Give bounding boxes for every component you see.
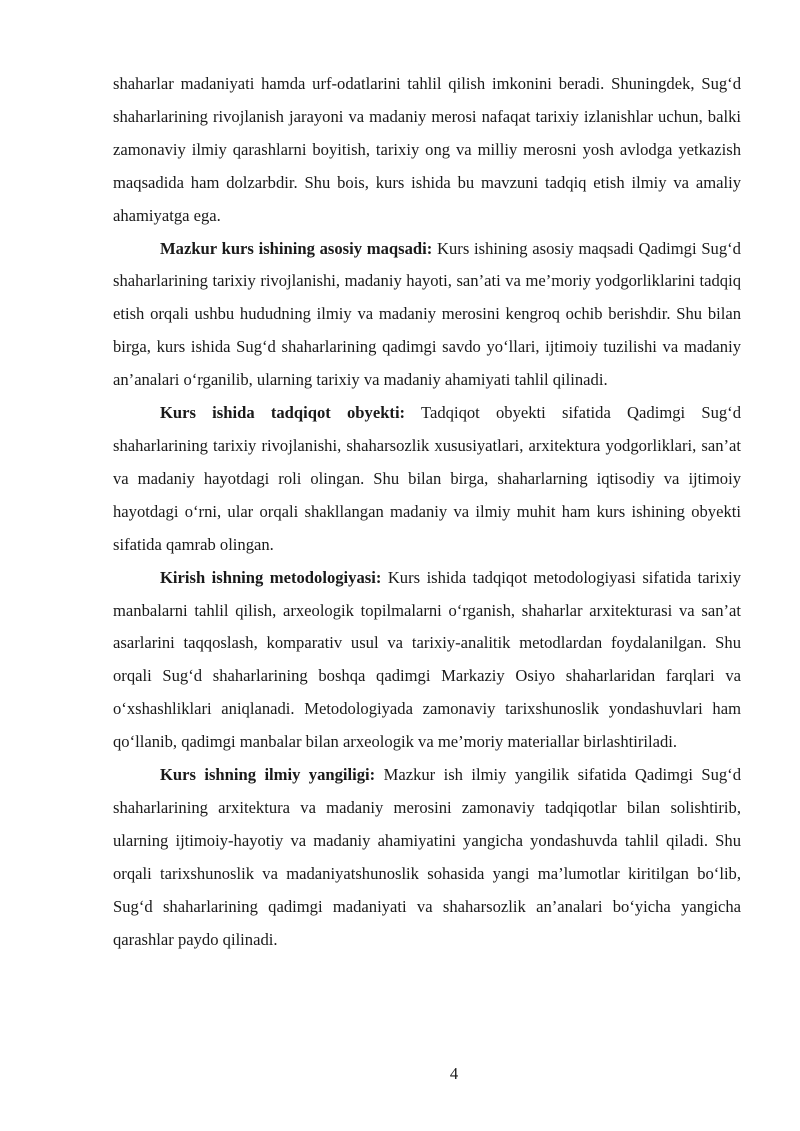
paragraph-text: Tadqiqot obyekti sifatida Qadimgi Sug‘d shaharlarining tarixiy rivojlanishi, shaharsozlik xususiyatlari, arxitektura yodgorliklari, san’at va madaniy hayotdagi roli olingan. Shu bilan birga, shaharlarning iqtisodiy va ijtimoiy hayotdagi o‘rni, ular orqali shakllangan madaniy va ilmiy muhit ham kurs ishining obyekti sifatida qamrab olingan.: [113, 403, 741, 554]
research-object-paragraph: [113, 397, 741, 562]
novelty-paragraph: [113, 759, 741, 956]
paragraph-text: Kurs ishida tadqiqot metodologiyasi sifatida tarixiy manbalarni tahlil qilish, arxeologik topilmalarni o‘rganish, shaharlar arxitekturasi va san’at asarlarini taqqoslash, komparativ usul va tarixiy-analitik metodlardan foydalanilgan. Shu orqali Sug‘d shaharlarining boshqa qadimgi Markaziy Osiyo shaharlaridan farqlari va o‘xshashliklari aniqlanadi. Metodologiyada zamonaviy tarixshunoslik yondashuvlari ham qo‘llanib, qadimgi manbalar bilan arxeologik va me’moriy materiallar birlashtiriladi.: [113, 567, 741, 752]
paragraph-text: shaharlar madaniyati hamda urf-odatlarini tahlil qilish imkonini beradi. Shuningdek, Sug‘d shaharlarining rivojlanish jarayoni va madaniy merosi nafaqat tarixiy izlanishlar uchun, balki zamonaviy ilmiy qarashlarni boyitish, tarixiy ong va milliy merosni yosh avlodga yetkazish maqsadida ham dolzarbdir. Shu bois, kurs ishida bu mavzuni tadqiq etish ilmiy va amaliy ahamiyatga ega.: [113, 74, 741, 225]
methodology-paragraph: [113, 562, 741, 759]
document-body: [113, 68, 741, 956]
page-number: 4: [449, 1064, 459, 1083]
paragraph-heading: Kurs ishning ilmiy yangiligi:: [160, 765, 376, 785]
paragraph-heading: Kirish ishning metodologiyasi:: [160, 567, 382, 587]
intro-paragraph: [113, 68, 741, 233]
paragraph-text: Mazkur ish ilmiy yangilik sifatida Qadimgi Sug‘d shaharlarining arxitektura va madaniy merosini zamonaviy tadqiqotlar bilan solishtirib, ularning ijtimoiy-hayotiy va madaniy ahamiyatini yangicha yondashuvda tahlil qiladi. Shu orqali tarixshunoslik va madaniyatshunoslik sohasida yangi ma’lumotlar kiritilgan bo‘lib, Sug‘d shaharlarining qadimgi madaniyati va shaharsozlik an’analari bo‘yicha yangicha qarashlar paydo qilinadi.: [113, 765, 741, 949]
paragraph-heading: Kurs ishida tadqiqot obyekti:: [160, 403, 406, 423]
paragraph-heading: Mazkur kurs ishining asosiy maqsadi:: [160, 238, 433, 258]
purpose-paragraph: [113, 233, 741, 398]
paragraph-text: Kurs ishining asosiy maqsadi Qadimgi Sug‘d shaharlarining tarixiy rivojlanishi, madaniy hayoti, san’ati va me’moriy yodgorliklarini tadqiq etish orqali ushbu hududning ilmiy va madaniy merosini kengroq ochib berishdir. Shu bilan birga, kurs ishida Sug‘d shaharlarining qadimgi savdo yo‘llari, ijtimoiy tuzilishi va madaniy an’analari o‘rganilib, ularning tarixiy va madaniy ahamiyati tahlil qilinadi.: [113, 238, 741, 390]
